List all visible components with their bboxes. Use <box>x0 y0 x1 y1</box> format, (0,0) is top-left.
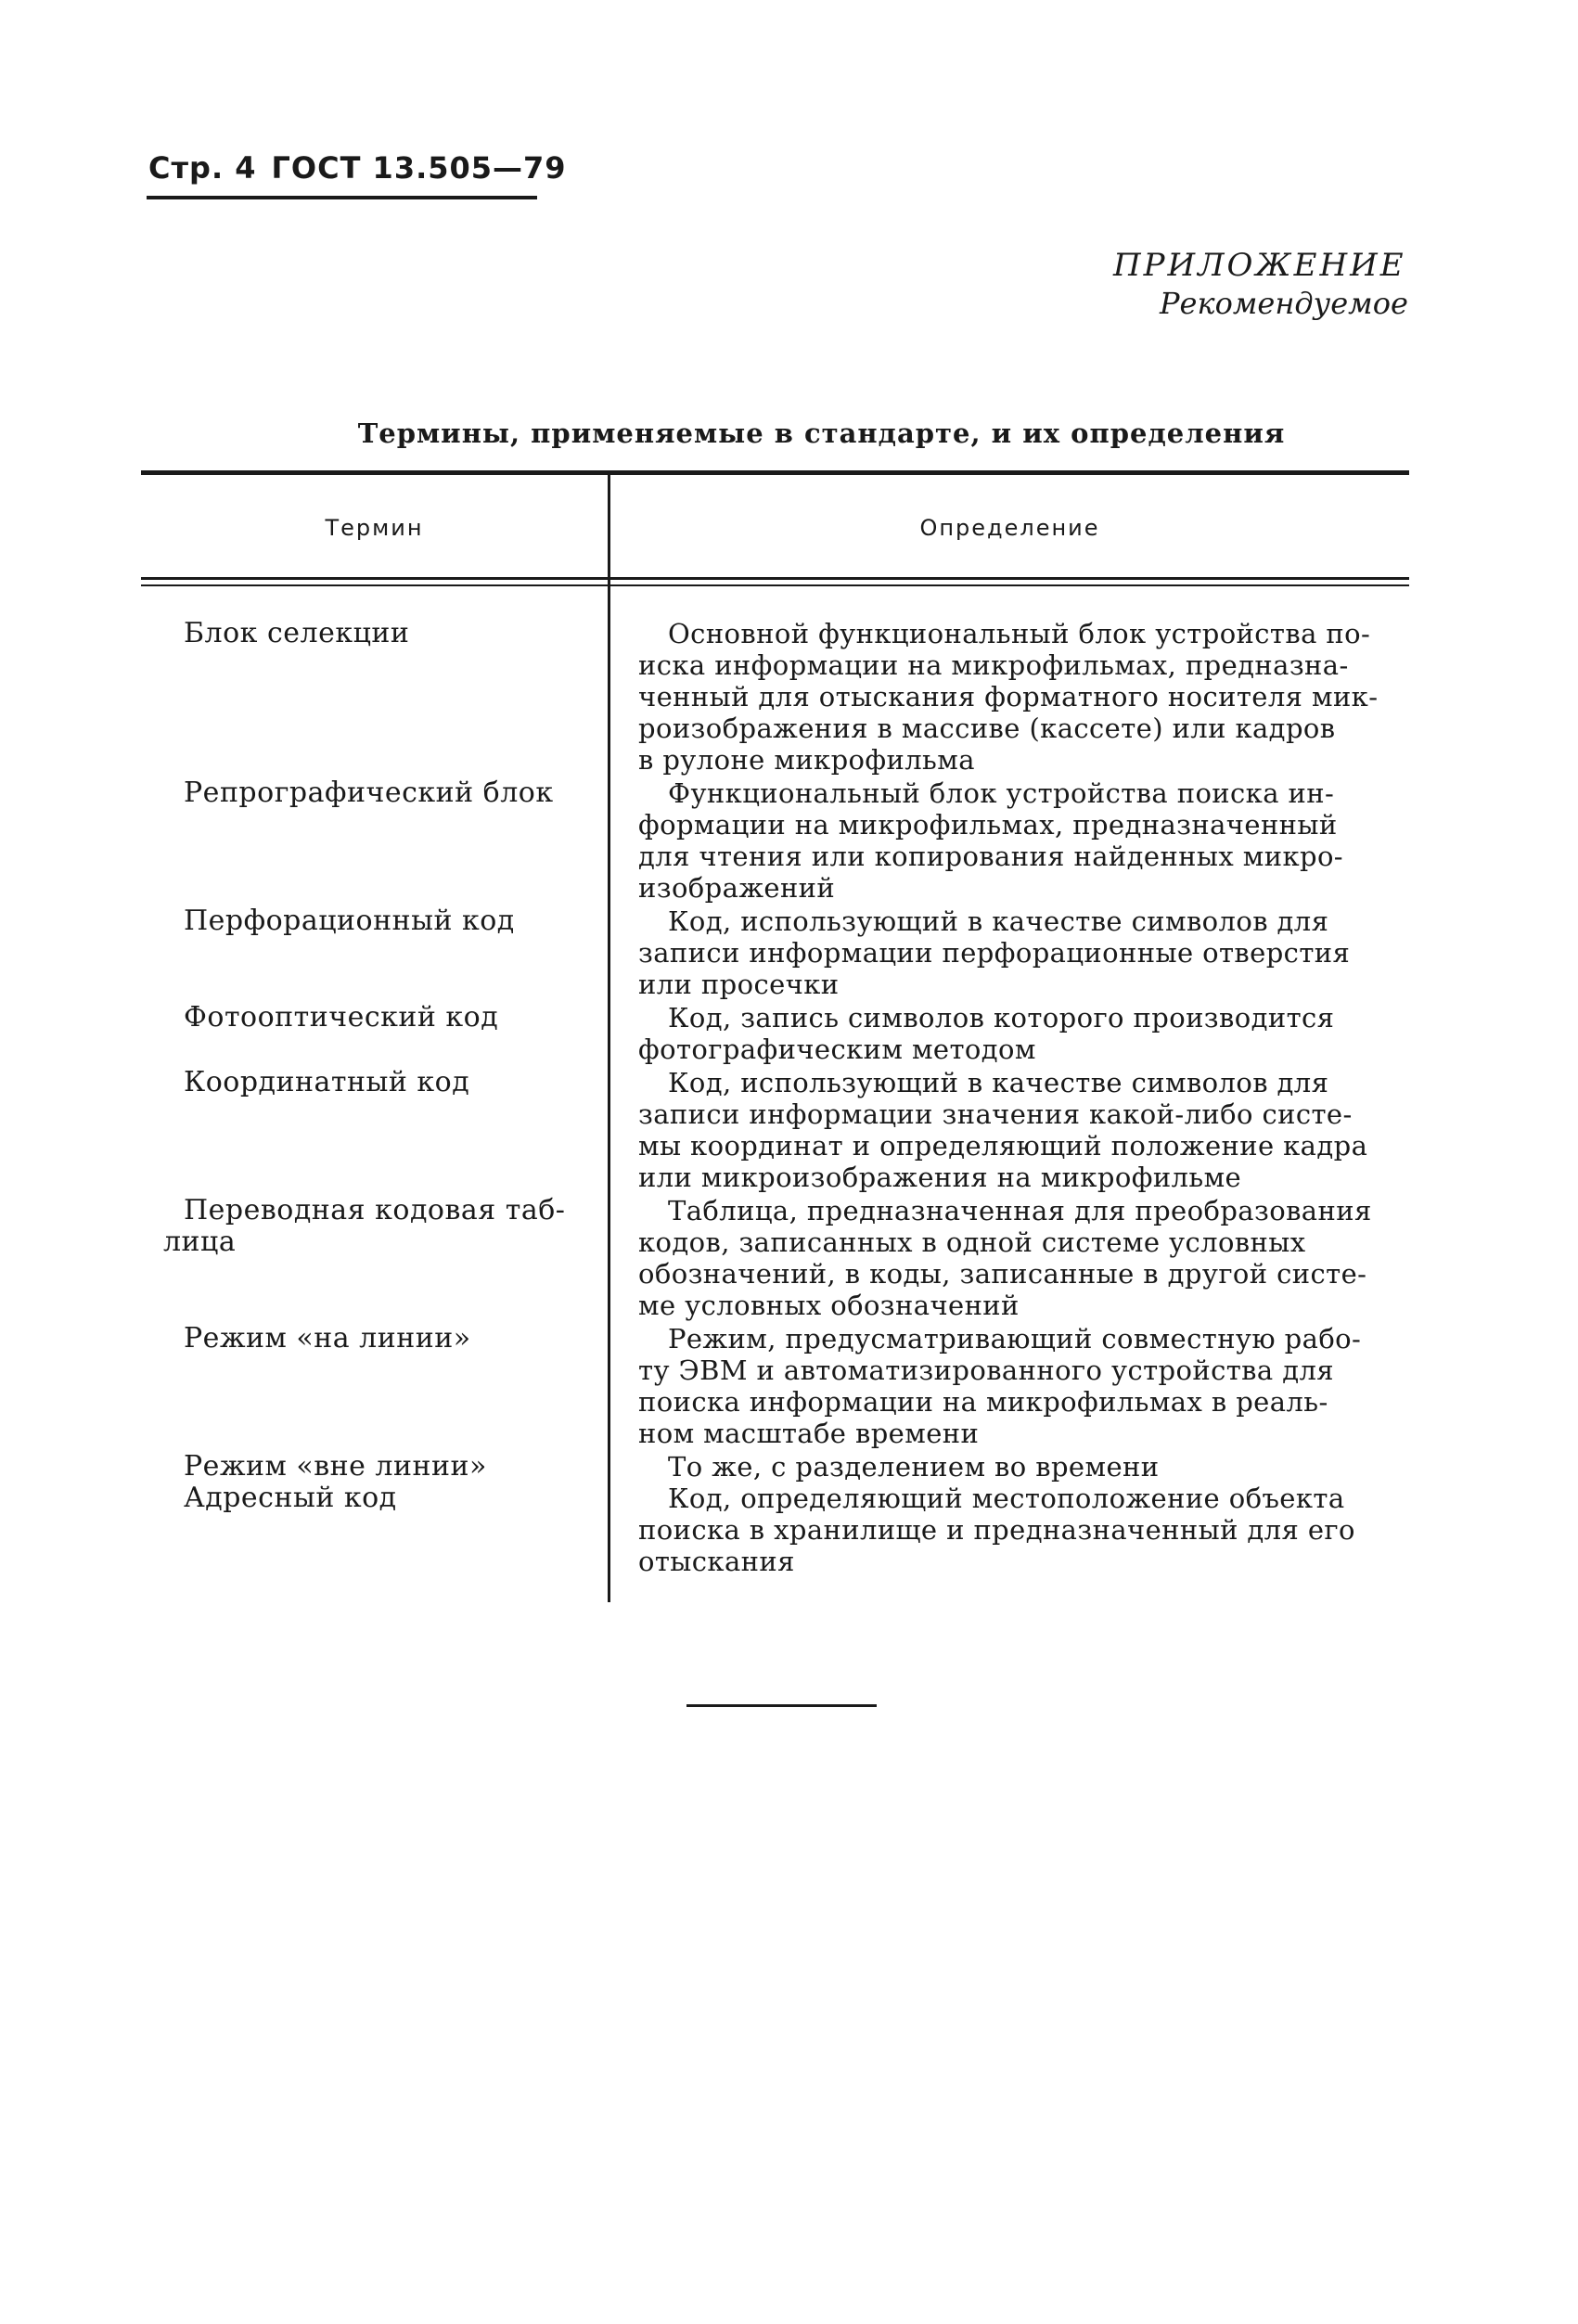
definition-line: ме условных обозначений <box>638 1290 1020 1321</box>
definition-line: ченный для отыскания форматного носителя мик- <box>638 681 1379 713</box>
definition-line: ном масштабе времени <box>638 1418 980 1449</box>
page-header <box>148 150 567 186</box>
term-cell <box>184 1451 487 1483</box>
term-cell <box>184 905 515 937</box>
table-top-rule <box>141 470 1409 475</box>
definition-line: изображений <box>638 872 836 904</box>
definition-line: Основной функциональный блок устройства по- <box>668 618 1371 649</box>
page-number: Стр. 4 <box>148 150 257 186</box>
term-cell <box>184 777 554 809</box>
definition-line: или микроизображения на микрофильме <box>638 1162 1242 1193</box>
definition-cell <box>638 777 1399 904</box>
definition-line: кодов, записанных в одной системе условных <box>638 1226 1306 1258</box>
definition-line: обозначений, в коды, записанные в другой систе- <box>638 1258 1367 1290</box>
table-column-divider <box>608 473 610 1602</box>
definition-line: Код, использующий в качестве символов для <box>668 905 1329 937</box>
table-title <box>0 417 1578 449</box>
definition-cell <box>638 1067 1399 1193</box>
term-line: Режим «на линии» <box>184 1322 471 1355</box>
term-line: Переводная кодовая таб- <box>184 1194 566 1226</box>
definition-line: формации на микрофильмах, предназначенный <box>638 809 1338 841</box>
definition-line: в рулоне микрофильма <box>638 744 975 776</box>
definition-cell <box>638 1002 1399 1065</box>
standard-number: ГОСТ 13.505—79 <box>271 150 567 186</box>
definition-line: иска информации на микрофильмах, предназна- <box>638 649 1349 681</box>
term-line: Блок селекции <box>184 617 410 649</box>
definition-line: мы координат и определяющий положение кадра <box>638 1130 1368 1162</box>
definition-line: фотографическим методом <box>638 1034 1036 1065</box>
definition-line: роизображения в массиве (кассете) или кадров <box>638 713 1336 744</box>
definition-cell <box>638 1451 1399 1483</box>
term-line: Перфорационный код <box>184 905 515 937</box>
term-line: лица <box>163 1226 237 1258</box>
definition-line: То же, с разделением во времени <box>668 1451 1160 1483</box>
term-line: Режим «вне линии» <box>184 1450 487 1483</box>
appendix-title: ПРИЛОЖЕНИЕ <box>1113 247 1406 284</box>
definition-cell <box>638 1323 1399 1449</box>
definition-line: или просечки <box>638 969 840 1000</box>
term-line: Адресный код <box>184 1482 397 1514</box>
term-cell <box>163 1194 566 1258</box>
table-header-rule-second <box>141 584 1409 586</box>
term-cell <box>184 1323 471 1355</box>
term-line: Фотооптический код <box>184 1001 499 1034</box>
table-header-rule <box>141 577 1409 580</box>
definition-cell <box>638 618 1399 776</box>
definition-line: Функциональный блок устройства поиска ин- <box>668 777 1335 809</box>
appendix-label <box>1113 246 1408 322</box>
term-cell <box>184 618 409 649</box>
term-cell <box>184 1002 498 1034</box>
term-cell <box>184 1483 397 1514</box>
definition-line: Режим, предусматривающий совместную рабо- <box>668 1323 1362 1355</box>
definition-line: Код, определяющий местоположение объекта <box>668 1483 1345 1514</box>
definition-line: Код, использующий в качестве символов для <box>668 1067 1329 1098</box>
definition-line: записи информации перфорационные отверстия <box>638 937 1351 969</box>
definition-line: Код, запись символов которого производится <box>668 1002 1335 1034</box>
appendix-subtitle: Рекомендуемое <box>1160 286 1408 321</box>
definition-line: Таблица, предназначенная для преобразования <box>668 1195 1372 1226</box>
definition-cell <box>638 905 1399 1000</box>
definition-line: для чтения или копирования найденных микро- <box>638 841 1343 872</box>
definition-cell <box>638 1483 1399 1577</box>
definition-cell <box>638 1195 1399 1321</box>
definition-line: поиска информации на микрофильмах в реаль- <box>638 1386 1328 1418</box>
definition-line: записи информации значения какой-либо систе- <box>638 1098 1353 1130</box>
column-header-definition: Определение <box>919 515 1100 541</box>
end-rule <box>686 1704 877 1707</box>
column-header-term: Термин <box>325 515 424 541</box>
table-title-text: Термины, применяемые в стандарте, и их определения <box>357 417 1286 449</box>
definition-line: поиска в хранилище и предназначенный для его <box>638 1514 1355 1546</box>
definition-line: ту ЭВМ и автоматизированного устройства для <box>638 1355 1334 1386</box>
term-cell <box>184 1067 469 1098</box>
term-line: Координатный код <box>184 1066 470 1098</box>
term-line: Репрографический блок <box>184 777 554 809</box>
definition-line: отыскания <box>638 1546 795 1577</box>
header-underline <box>147 196 537 199</box>
